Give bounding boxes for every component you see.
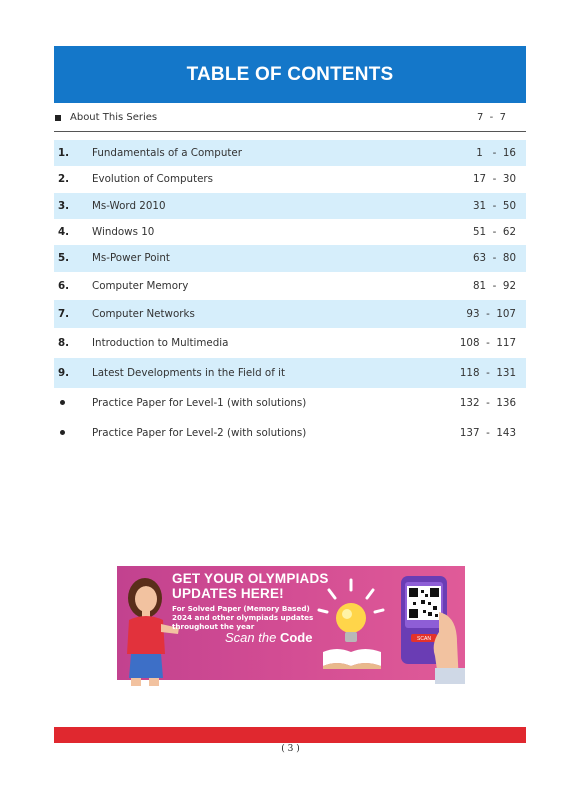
- chapter-pages: 108 - 117: [459, 337, 516, 349]
- chapter-pages: 81 - 92: [472, 280, 516, 292]
- chapter-number: 1.: [58, 147, 70, 159]
- practice-paper-title: Practice Paper for Level-2 (with solutions): [92, 427, 307, 439]
- chapter-pages: 31 - 50: [472, 200, 516, 212]
- chapter-number: 3.: [58, 200, 70, 212]
- intro-pages: 7 - 7: [476, 112, 506, 123]
- intro-label: About This Series: [70, 112, 158, 123]
- chapter-pages: 51 - 62: [472, 226, 516, 238]
- toc-row: [54, 328, 526, 358]
- chapter-title: Fundamentals of a Computer: [92, 147, 242, 159]
- chapter-number: 7.: [58, 308, 70, 320]
- chapter-title: Windows 10: [92, 226, 155, 238]
- page-number: ( 3 ): [281, 744, 300, 754]
- toc-row: [54, 166, 526, 193]
- lightbulb-book-icon: [315, 576, 405, 676]
- phone-qr-icon: [395, 572, 465, 684]
- girl-illustration: [117, 574, 179, 686]
- divider-line: [54, 131, 526, 132]
- olympiad-updates-banner[interactable]: [117, 562, 465, 684]
- chapter-title: Evolution of Computers: [92, 173, 214, 185]
- chapter-pages: 17 - 30: [472, 173, 516, 185]
- toc-row: [54, 388, 526, 418]
- page-title: TABLE OF CONTENTS: [186, 63, 394, 85]
- toc-row: [54, 358, 526, 388]
- chapter-pages: 118 - 131: [459, 367, 516, 379]
- practice-paper-pages: 132 - 136: [459, 397, 516, 409]
- chapter-title: Computer Memory: [92, 280, 189, 292]
- toc-row: [54, 219, 526, 245]
- intro-row: [54, 110, 526, 130]
- footer-red-bar: [54, 727, 526, 743]
- chapter-title: Computer Networks: [92, 308, 195, 320]
- chapter-title: Ms-Word 2010: [92, 200, 166, 212]
- chapter-number: 9.: [58, 367, 70, 379]
- chapter-number: 4.: [58, 226, 70, 238]
- square-bullet-icon: [55, 115, 61, 121]
- banner-subtext: For Solved Paper (Memory Based) 2024 and other olympiads updates throughout the year: [172, 604, 314, 631]
- banner-headline-2: UPDATES HERE!: [172, 586, 284, 601]
- toc-row: [54, 272, 526, 300]
- toc-row: [54, 300, 526, 328]
- chapter-pages: 63 - 80: [472, 252, 516, 264]
- toc-row: [54, 140, 526, 166]
- scan-the-code-text: Scan the Code: [225, 630, 313, 645]
- scan-button-label: SCAN: [417, 636, 431, 642]
- round-bullet-icon: [60, 400, 65, 405]
- practice-paper-title: Practice Paper for Level-1 (with solutions): [92, 397, 307, 409]
- banner-headline-1: GET YOUR OLYMPIADS: [172, 571, 329, 586]
- toc-row: [54, 418, 526, 448]
- chapter-pages: 1 - 16: [476, 147, 516, 159]
- practice-paper-pages: 137 - 143: [459, 427, 516, 439]
- round-bullet-icon: [60, 430, 65, 435]
- toc-list: [54, 140, 526, 448]
- chapter-title: Introduction to Multimedia: [92, 337, 229, 349]
- toc-row: [54, 193, 526, 219]
- chapter-number: 2.: [58, 173, 70, 185]
- toc-header-bar: [54, 46, 526, 103]
- chapter-number: 8.: [58, 337, 70, 349]
- toc-row: [54, 245, 526, 272]
- chapter-title: Ms-Power Point: [92, 252, 170, 264]
- chapter-number: 5.: [58, 252, 70, 264]
- chapter-number: 6.: [58, 280, 70, 292]
- chapter-title: Latest Developments in the Field of it: [92, 367, 286, 379]
- chapter-pages: 93 - 107: [466, 308, 516, 320]
